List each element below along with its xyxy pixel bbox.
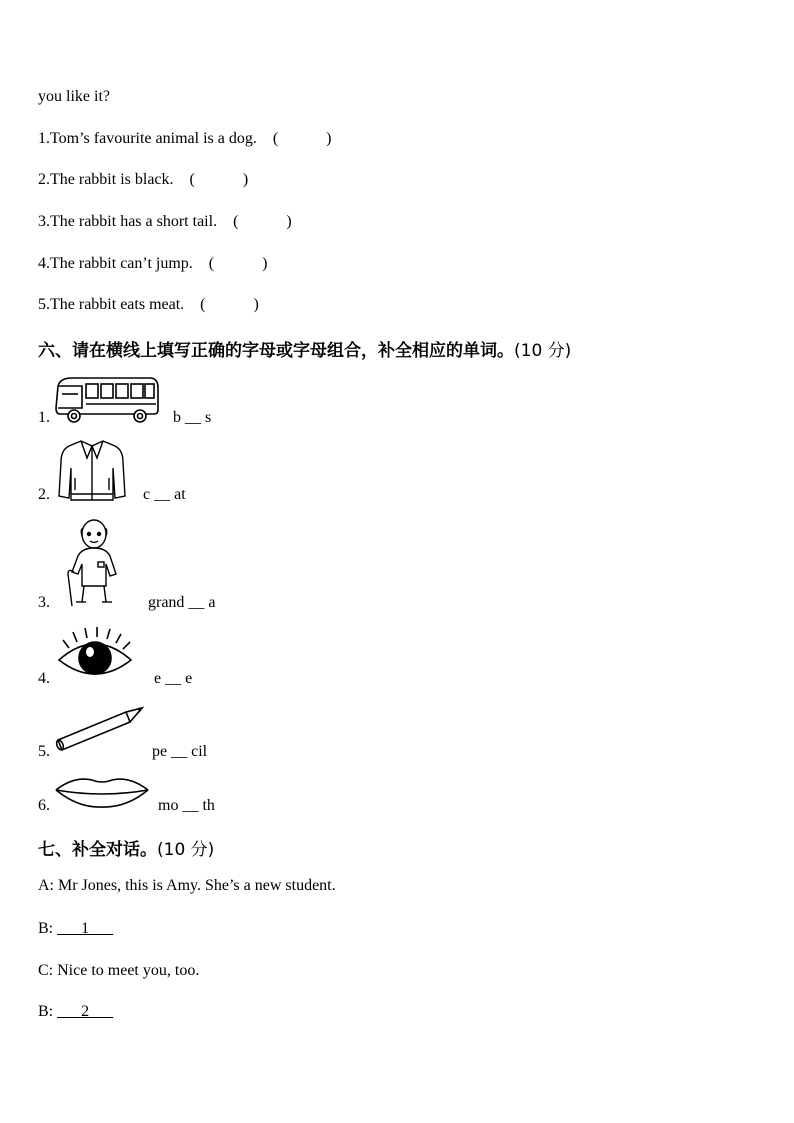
section-6-title: 六、请在横线上填写正确的字母或字母组合，补全相应的单词。 [38,341,514,361]
section-7-title: 七、补全对话。 [38,840,157,860]
fill-word-mouth: mo __ th [158,797,215,814]
item-number: 2. [38,486,50,503]
dialogue-text: Nice to meet you, too. [57,962,200,979]
answer-blank-1: ___1___ [57,920,114,937]
section-7-heading [38,835,214,860]
fill-word-coat: c __ at [143,486,186,503]
dialogue-line-2 [38,920,113,938]
judge-item-5 [38,296,259,314]
coat-icon [55,438,129,502]
answer-paren: ( ) [189,171,249,188]
bus-icon [52,374,162,426]
answer-blank-2: ___2___ [57,1003,114,1020]
fill-word-pencil: pe __ cil [152,743,208,760]
answer-paren: ( ) [200,296,259,313]
item-number: 4. [38,670,50,687]
judge-item-text: 1.Tom’s favourite animal is a dog. [38,130,257,147]
answer-paren: ( ) [208,255,268,272]
judge-item-3 [38,213,292,231]
item-number: 6. [38,797,50,814]
judge-item-text: 2.The rabbit is black. [38,171,174,188]
fill-word-bus: b __ s [173,409,212,426]
item-number: 1. [38,409,50,426]
speaker-label: B: [38,920,54,937]
item-number: 3. [38,594,50,611]
fill-word-eye: e __ e [154,670,193,687]
judge-item-4 [38,255,267,273]
dialogue-line-3 [38,962,199,980]
judge-item-2 [38,171,248,189]
judge-item-text: 4.The rabbit can’t jump. [38,255,193,272]
judge-item-1 [38,130,332,148]
judge-item-text: 3.The rabbit has a short tail. [38,213,218,230]
dialogue-line-4 [38,1003,113,1021]
speaker-label: C: [38,962,54,979]
item-number: 5. [38,743,50,760]
mouth-icon [54,774,150,810]
answer-paren: ( ) [233,213,292,230]
dialogue-line-1 [38,877,336,895]
pencil-icon [54,704,146,754]
answer-paren: ( ) [272,130,332,147]
speaker-label: B: [38,1003,54,1020]
section-6-score: (10 分) [514,341,572,361]
dialogue-text: Mr Jones, this is Amy. She’s a new student. [58,877,336,894]
fill-word-grandpa: grand __ a [148,594,216,611]
judge-item-text: 5.The rabbit eats meat. [38,296,185,313]
section-7-score: (10 分) [157,840,215,860]
section-6-heading [38,336,571,361]
speaker-label: A: [38,877,54,894]
eye-icon [55,626,135,684]
intro-text: you like it? [38,88,110,105]
grandpa-icon [64,516,126,608]
